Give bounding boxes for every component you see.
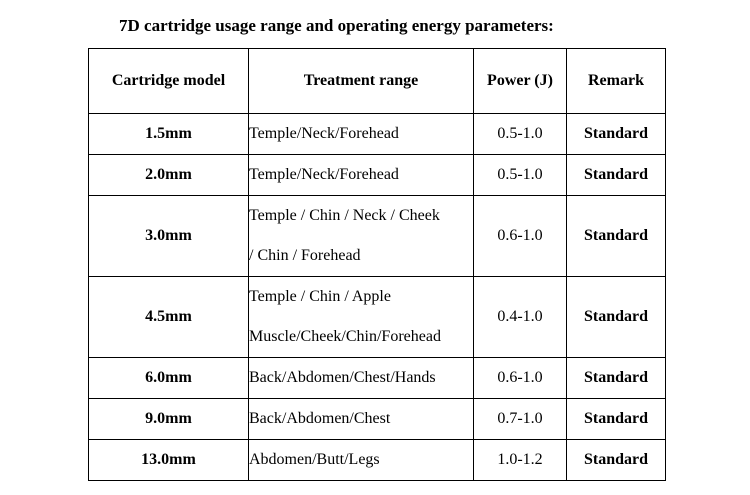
cell-model: 9.0mm [89, 399, 249, 440]
cell-treatment-range [249, 114, 474, 155]
header-cartridge-model: Cartridge model [89, 49, 249, 114]
cell-remark: Standard [567, 358, 666, 399]
cell-model: 4.5mm [89, 277, 249, 358]
range-line: Temple/Neck/Forehead [249, 166, 399, 183]
range-line: Muscle/Cheek/Chin/Forehead [249, 328, 441, 345]
cell-power: 0.5-1.0 [474, 155, 567, 196]
cell-model: 3.0mm [89, 196, 249, 277]
cell-power: 0.4-1.0 [474, 277, 567, 358]
table-row [89, 399, 666, 440]
cell-remark: Standard [567, 277, 666, 358]
table-header-row [89, 49, 666, 114]
range-line: Abdomen/Butt/Legs [249, 451, 380, 468]
range-line: Temple/Neck/Forehead [249, 125, 399, 142]
cartridge-parameters-table [88, 48, 666, 481]
cell-treatment-range [249, 277, 474, 358]
table-row [89, 277, 666, 358]
table-row [89, 155, 666, 196]
cell-power: 0.6-1.0 [474, 358, 567, 399]
cell-model: 13.0mm [89, 440, 249, 481]
cell-treatment-range [249, 155, 474, 196]
range-line: Temple / Chin / Apple [249, 288, 391, 305]
cell-remark: Standard [567, 440, 666, 481]
cell-remark: Standard [567, 114, 666, 155]
range-line: Temple / Chin / Neck / Cheek [249, 207, 440, 224]
range-line: Back/Abdomen/Chest/Hands [249, 369, 436, 386]
cell-model: 2.0mm [89, 155, 249, 196]
table-row [89, 358, 666, 399]
table-row [89, 196, 666, 277]
cell-treatment-range [249, 358, 474, 399]
header-power: Power (J) [474, 49, 567, 114]
range-line: / Chin / Forehead [249, 247, 361, 264]
cell-model: 6.0mm [89, 358, 249, 399]
cell-treatment-range [249, 399, 474, 440]
header-remark: Remark [567, 49, 666, 114]
cell-remark: Standard [567, 155, 666, 196]
table-row [89, 114, 666, 155]
cell-power: 0.5-1.0 [474, 114, 567, 155]
cell-power: 0.7-1.0 [474, 399, 567, 440]
cell-remark: Standard [567, 196, 666, 277]
cell-treatment-range [249, 196, 474, 277]
document-title: 7D cartridge usage range and operating energy parameters: [119, 16, 554, 35]
cell-power: 0.6-1.0 [474, 196, 567, 277]
range-line: Back/Abdomen/Chest [249, 410, 391, 427]
cell-treatment-range [249, 440, 474, 481]
cell-remark: Standard [567, 399, 666, 440]
cell-model: 1.5mm [89, 114, 249, 155]
header-treatment-range: Treatment range [249, 49, 474, 114]
cell-power: 1.0-1.2 [474, 440, 567, 481]
table-row [89, 440, 666, 481]
